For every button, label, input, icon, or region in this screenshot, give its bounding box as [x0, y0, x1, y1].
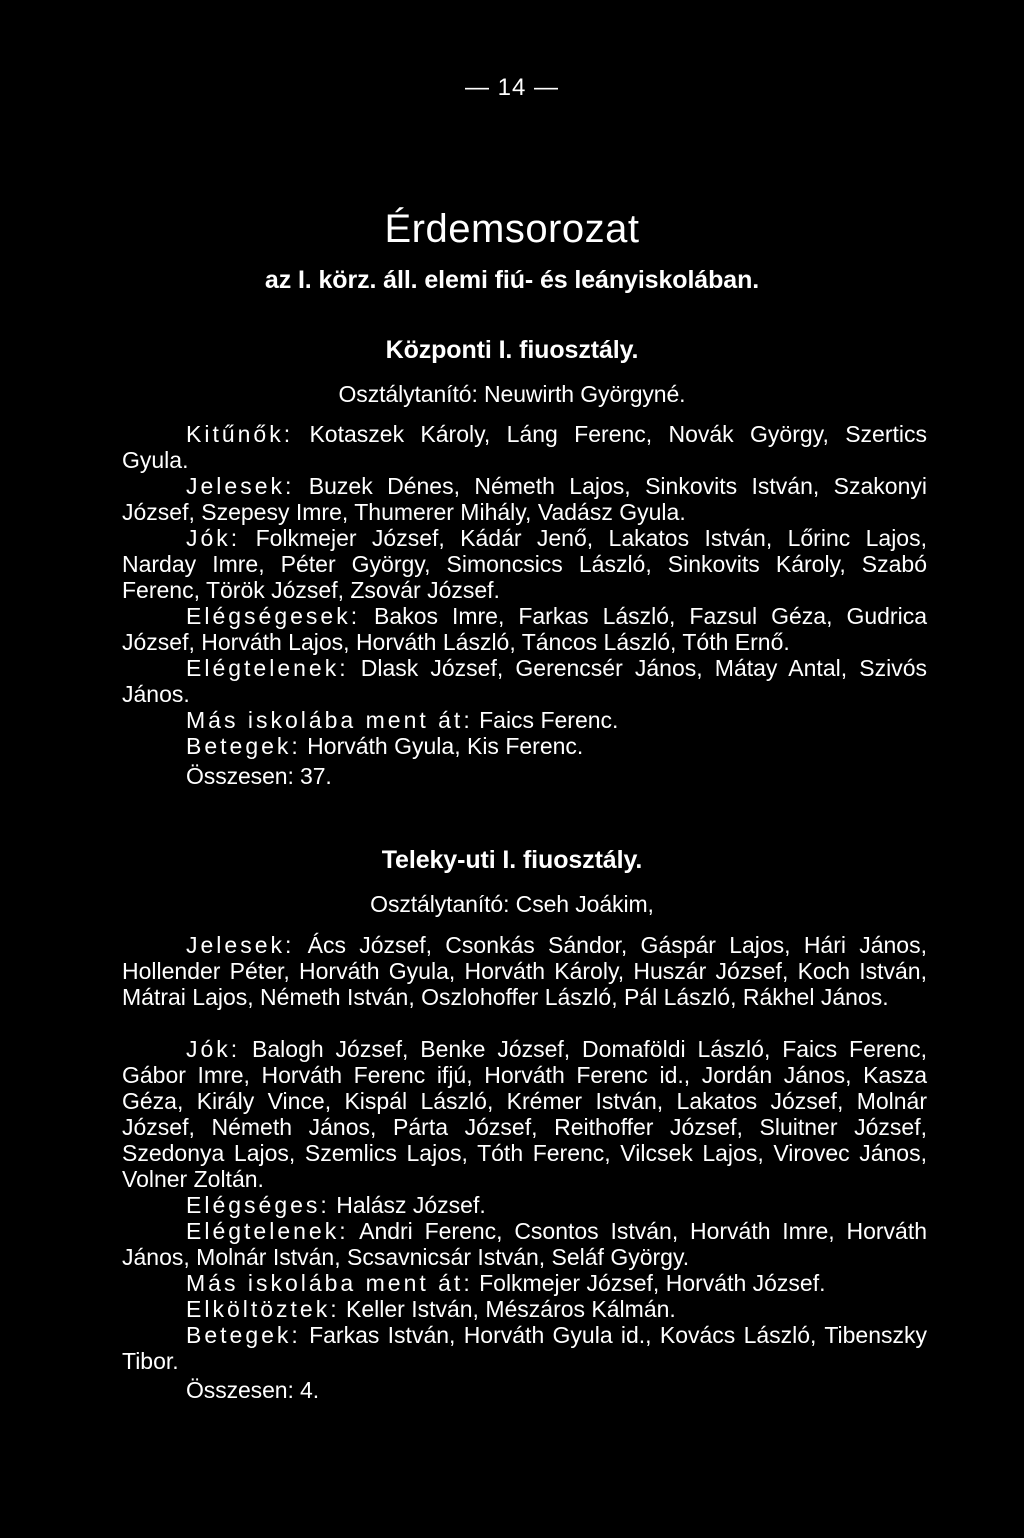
entry-elegtelenek-kozponti — [122, 655, 927, 707]
entry-label: Jelesek: — [186, 932, 295, 958]
entry-kituno-kozponti — [122, 421, 927, 473]
entry-text: Faics Ferenc. — [472, 707, 619, 733]
entry-text: Balogh József, Benke József, Domaföldi László, Faics Ferenc, Gábor Imre, Horváth Ferenc ifjú, Horváth Ferenc id., Jordán János, Kasza Géza, Király Vince, Kispál László, Krémer István, Lakatos József, Molnár József, Németh János, Párta József, Reithoffer József, Sluitner József, Szedonya Lajos, Szemlics Lajos, Tóth Ferenc, Vilcsek Lajos, Virovec János, Volner Zoltán. — [122, 1036, 927, 1192]
entry-label: Más iskolába ment át: — [186, 707, 473, 733]
entry-mas-iskolaba-teleky — [122, 1270, 927, 1296]
entry-elegtelenek-teleky — [122, 1218, 927, 1270]
entry-elkoltoztek-teleky — [122, 1296, 927, 1322]
entry-label: Betegek: — [186, 733, 301, 759]
entry-jok-kozponti — [122, 525, 927, 603]
entry-text: Halász József. — [329, 1192, 486, 1218]
section-total-kozponti: Összesen: 37. — [186, 763, 332, 789]
entry-betegek-kozponti — [122, 733, 927, 759]
entry-jelesek-kozponti — [122, 473, 927, 525]
section-heading-kozponti: Központi I. fiuosztály. — [385, 336, 639, 364]
entry-text: Kotaszek Károly, Láng Ferenc, Novák György, Szertics Gyula. — [122, 421, 927, 473]
entry-label: Elégséges: — [186, 1192, 330, 1218]
entry-mas-iskolaba-kozponti — [122, 707, 927, 733]
section-teacher-teleky: Osztálytanító: Cseh Joákim, — [370, 891, 654, 917]
section-teacher-kozponti: Osztálytanító: Neuwirth Györgyné. — [338, 381, 686, 407]
entry-label: Elköltöztek: — [186, 1296, 340, 1322]
page-number: — 14 — — [464, 74, 560, 101]
entry-label: Más iskolába ment át: — [186, 1270, 473, 1296]
entry-label: Elégségesek: — [186, 603, 361, 629]
entry-text: Folkmejer József, Horváth József. — [472, 1270, 826, 1296]
entry-text: Keller István, Mészáros Kálmán. — [339, 1296, 676, 1322]
entry-label: Elégtelenek: — [186, 655, 349, 681]
entry-betegek-teleky — [122, 1322, 927, 1374]
entry-text: Andri Ferenc, Csontos István, Horváth Imre, Horváth János, Molnár István, Scsavnicsár István, Seláf György. — [122, 1218, 927, 1270]
entry-elegsegesek-kozponti — [122, 603, 927, 655]
document-subtitle: az I. körz. áll. elemi fiú- és leányiskolában. — [264, 266, 760, 294]
document-title: Érdemsorozat — [384, 207, 640, 251]
entry-text: Ács József, Csonkás Sándor, Gáspár Lajos, Hári János, Hollender Péter, Horváth Gyula, Horváth Károly, Huszár József, Koch István, Mátrai Lajos, Németh István, Oszlohoffer László, Pál László, Rákhel János. — [122, 932, 927, 1010]
entry-elegseges-teleky — [122, 1192, 927, 1218]
entry-label: Jelesek: — [186, 473, 295, 499]
section-total-teleky: Összesen: 4. — [186, 1377, 320, 1403]
section-heading-teleky: Teleky-uti I. fiuosztály. — [381, 846, 643, 874]
entry-jok-teleky — [122, 1036, 927, 1192]
entry-label: Elégtelenek: — [186, 1218, 349, 1244]
entry-text: Buzek Dénes, Németh Lajos, Sinkovits István, Szakonyi József, Szepesy Imre, Thumerer Mihály, Vadász Gyula. — [122, 473, 927, 525]
entry-label: Kitűnők: — [186, 421, 294, 447]
entry-label: Jók: — [186, 1036, 241, 1062]
entry-label: Betegek: — [186, 1322, 301, 1348]
entry-jelesek-teleky — [122, 932, 927, 1010]
entry-label: Jók: — [186, 525, 241, 551]
entry-text: Dlask József, Gerencsér János, Mátay Antal, Szivós János. — [122, 655, 927, 707]
entry-text: Folkmejer József, Kádár Jenő, Lakatos István, Lőrinc Lajos, Narday Imre, Péter György, Simoncsics László, Sinkovits Károly, Szabó Ferenc, Török József, Zsovár József. — [122, 525, 927, 603]
entry-text: Horváth Gyula, Kis Ferenc. — [300, 733, 584, 759]
entry-text: Bakos Imre, Farkas László, Fazsul Géza, Gudrica József, Horváth Lajos, Horváth László, Táncos László, Tóth Ernő. — [122, 603, 927, 655]
entry-text: Farkas István, Horváth Gyula id., Kovács László, Tibenszky Tibor. — [122, 1322, 927, 1374]
